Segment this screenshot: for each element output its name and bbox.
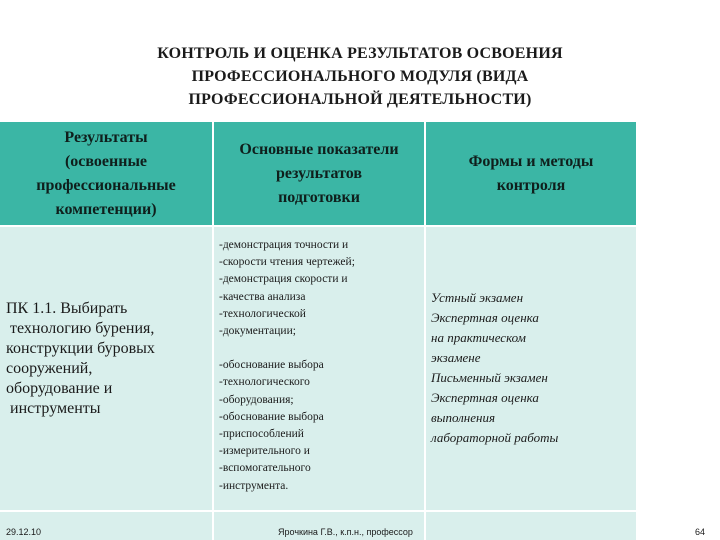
method-line: Экспертная оценка [431,390,539,405]
indicator-line: -инструмента. [219,479,289,492]
header-cell-indicators [214,122,424,225]
indicator-line: -приспособлений [219,428,304,441]
header-text: компетенции) [55,200,157,218]
indicator-line: -технологического [219,376,310,389]
indicator-line: -демонстрация точности и [219,239,349,251]
cell-methods [426,227,636,510]
header-cell-results [0,122,212,225]
cell-indicators [214,227,424,510]
header-text: Формы и методы [468,152,594,170]
indicator-line: -вспомогательного [219,462,311,475]
indicator-line: -технологической [219,307,306,320]
indicator-line: -скорости чтения чертежей; [219,256,355,269]
title-line: ПРОФЕССИОНАЛЬНОЙ ДЕЯТЕЛЬНОСТИ) [188,91,532,108]
header-text: результатов [275,164,363,182]
competence-line: технологию бурения, [6,320,155,337]
indicator-line: -обоснование выбора [219,410,324,423]
header-cell-methods [426,122,636,225]
footer-date: 29.12.10 [6,527,42,537]
footer-row-cell [426,512,636,540]
indicator-line: -демонстрация скорости и [219,273,348,286]
competence-text [6,299,155,419]
methods-text [431,288,558,448]
method-line: на практическом [431,330,526,345]
title-line: ПРОФЕССИОНАЛЬНОГО МОДУЛЯ (ВИДА [191,68,529,85]
method-line: выполнения [431,410,496,425]
indicator-line: -документации; [219,325,296,338]
competence-line: сооружений, [6,360,93,377]
method-line: экзамене [431,350,481,365]
header-text: подготовки [278,188,360,206]
method-line: лабораторной работы [431,430,559,445]
page-number: 64 [695,527,706,537]
header-text: Основные показатели [239,140,399,158]
competence-line: ПК 1.1. Выбирать [6,300,128,317]
indicator-line: -обоснование выбора [219,359,324,372]
header-text: Результаты [64,128,148,146]
cell-competence [0,227,212,510]
competence-line: оборудование и [6,380,113,397]
title-line: КОНТРОЛЬ И ОЦЕНКА РЕЗУЛЬТАТОВ ОСВОЕНИЯ [157,45,563,62]
header-text: (освоенные [64,152,148,170]
method-line: Письменный экзамен [431,370,548,385]
method-line: Экспертная оценка [431,310,539,325]
competence-line: конструкции буровых [6,340,155,357]
indicator-line: -качества анализа [219,290,306,303]
header-text: профессиональные [36,176,176,194]
indicator-line: -измерительного и [219,445,310,458]
slide-title [60,42,660,111]
header-text: контроля [496,176,566,194]
indicator-line: -оборудования; [219,393,294,406]
indicators-text [219,237,355,495]
footer-author: Ярочкина Г.В., к.п.н., профессор [278,527,413,537]
competence-line: инструменты [6,400,101,417]
method-line: Устный экзамен [431,290,524,305]
